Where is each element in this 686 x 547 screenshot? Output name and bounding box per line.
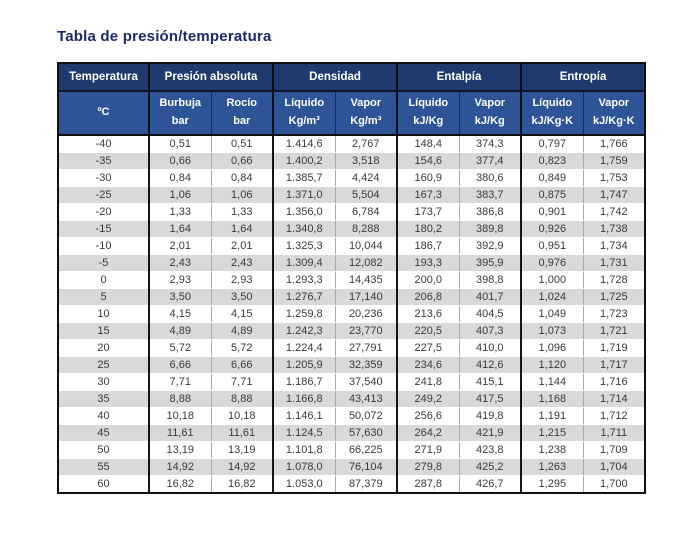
table-row <box>58 476 645 494</box>
table-cell: 35 <box>58 391 149 408</box>
column-group-header: Presión absoluta <box>149 63 273 91</box>
table-row <box>58 306 645 323</box>
table-cell: 20,236 <box>335 306 397 323</box>
column-header-label: Rocío <box>226 97 258 110</box>
table-cell: 1.224,4 <box>273 340 335 357</box>
table-cell: 1,747 <box>583 187 645 204</box>
table-cell: 14,435 <box>335 272 397 289</box>
table-cell: 0,797 <box>521 135 583 153</box>
table-cell: 0,66 <box>149 153 211 170</box>
table-cell: 1,64 <box>211 221 273 238</box>
table-cell: 23,770 <box>335 323 397 340</box>
table-cell: 50,072 <box>335 408 397 425</box>
table-cell: 25 <box>58 357 149 374</box>
table-cell: 0,84 <box>149 170 211 187</box>
table-cell: 1,000 <box>521 272 583 289</box>
table-cell: 1,024 <box>521 289 583 306</box>
table-cell: 1.414,6 <box>273 135 335 153</box>
table-cell: 200,0 <box>397 272 459 289</box>
table-cell: 40 <box>58 408 149 425</box>
table-cell: 1,723 <box>583 306 645 323</box>
table-cell: 1.101,8 <box>273 442 335 459</box>
column-header <box>521 91 583 135</box>
table-cell: -10 <box>58 238 149 255</box>
table-cell: 17,140 <box>335 289 397 306</box>
table-cell: 377,4 <box>459 153 521 170</box>
table-body <box>58 135 645 493</box>
table-cell: 389,8 <box>459 221 521 238</box>
table-cell: 8,288 <box>335 221 397 238</box>
table-cell: 6,66 <box>211 357 273 374</box>
table-cell: 8,88 <box>149 391 211 408</box>
column-group-header: Entalpía <box>397 63 521 91</box>
table-cell: 2,01 <box>149 238 211 255</box>
table-cell: 3,518 <box>335 153 397 170</box>
table-cell: 5 <box>58 289 149 306</box>
table-row <box>58 459 645 476</box>
column-group-header: Entropía <box>521 63 645 91</box>
table-cell: 14,92 <box>149 459 211 476</box>
table-cell: -30 <box>58 170 149 187</box>
table-cell: 2,93 <box>211 272 273 289</box>
table-row <box>58 272 645 289</box>
table-cell: 1.400,2 <box>273 153 335 170</box>
table-cell: 1,215 <box>521 425 583 442</box>
table-cell: 426,7 <box>459 476 521 494</box>
table-cell: 8,88 <box>211 391 273 408</box>
table-cell: 1,295 <box>521 476 583 494</box>
table-cell: -40 <box>58 135 149 153</box>
table-cell: 404,5 <box>459 306 521 323</box>
table-cell: 1.205,9 <box>273 357 335 374</box>
table-row <box>58 289 645 306</box>
table-row <box>58 340 645 357</box>
table-cell: 1,709 <box>583 442 645 459</box>
table-cell: 271,9 <box>397 442 459 459</box>
table-cell: 1.371,0 <box>273 187 335 204</box>
table-cell: 4,89 <box>149 323 211 340</box>
table-row <box>58 374 645 391</box>
table-cell: 1,766 <box>583 135 645 153</box>
table-cell: 1.186,7 <box>273 374 335 391</box>
table-row <box>58 425 645 442</box>
table-cell: 392,9 <box>459 238 521 255</box>
table-cell: 27,791 <box>335 340 397 357</box>
table-cell: 1,144 <box>521 374 583 391</box>
table-row <box>58 442 645 459</box>
table-cell: 287,8 <box>397 476 459 494</box>
column-group-header: Densidad <box>273 63 397 91</box>
table-cell: 1,238 <box>521 442 583 459</box>
column-header <box>397 91 459 135</box>
table-cell: 4,89 <box>211 323 273 340</box>
table-cell: 7,71 <box>149 374 211 391</box>
table-cell: 206,8 <box>397 289 459 306</box>
table-cell: 2,93 <box>149 272 211 289</box>
table-cell: 10,18 <box>211 408 273 425</box>
table-cell: 6,784 <box>335 204 397 221</box>
table-cell: 249,2 <box>397 391 459 408</box>
table-cell: 213,6 <box>397 306 459 323</box>
table-cell: 1,712 <box>583 408 645 425</box>
table-cell: 1.166,8 <box>273 391 335 408</box>
table-cell: 0,51 <box>149 135 211 153</box>
table-cell: 50 <box>58 442 149 459</box>
column-header <box>459 91 521 135</box>
table-cell: 148,4 <box>397 135 459 153</box>
table-cell: 380,6 <box>459 170 521 187</box>
table-cell: 2,01 <box>211 238 273 255</box>
table-cell: 264,2 <box>397 425 459 442</box>
column-header <box>58 91 149 135</box>
table-cell: 1.325,3 <box>273 238 335 255</box>
table-cell: 0,849 <box>521 170 583 187</box>
table-cell: 0,926 <box>521 221 583 238</box>
table-cell: 234,6 <box>397 357 459 374</box>
column-header-unit: Kg/m³ <box>350 115 382 127</box>
table-cell: 412,6 <box>459 357 521 374</box>
column-header <box>149 91 211 135</box>
table-cell: 57,630 <box>335 425 397 442</box>
table-row <box>58 238 645 255</box>
table-cell: 4,15 <box>211 306 273 323</box>
table-cell: 1,753 <box>583 170 645 187</box>
table-cell: 87,379 <box>335 476 397 494</box>
column-header-label: Vapor <box>474 97 506 110</box>
table-cell: 0,875 <box>521 187 583 204</box>
column-header <box>335 91 397 135</box>
table-cell: -5 <box>58 255 149 272</box>
table-cell: 0 <box>58 272 149 289</box>
table-cell: 419,8 <box>459 408 521 425</box>
table-cell: 423,8 <box>459 442 521 459</box>
table-cell: 1.340,8 <box>273 221 335 238</box>
column-header-label: Líquido <box>284 97 325 110</box>
table-cell: 1,714 <box>583 391 645 408</box>
table-cell: 1,738 <box>583 221 645 238</box>
table-cell: 11,61 <box>211 425 273 442</box>
table-cell: 383,7 <box>459 187 521 204</box>
column-group-header: Temperatura <box>58 63 149 91</box>
table-cell: 0,976 <box>521 255 583 272</box>
table-cell: -35 <box>58 153 149 170</box>
table-cell: 3,50 <box>149 289 211 306</box>
table-cell: 1.356,0 <box>273 204 335 221</box>
table-cell: 3,50 <box>211 289 273 306</box>
table-row <box>58 323 645 340</box>
table-cell: 1,716 <box>583 374 645 391</box>
table-cell: 1,33 <box>149 204 211 221</box>
table-cell: 395,9 <box>459 255 521 272</box>
table-cell: 425,2 <box>459 459 521 476</box>
table-row <box>58 255 645 272</box>
table-cell: 1.259,8 <box>273 306 335 323</box>
table-cell: 186,7 <box>397 238 459 255</box>
pressure-temperature-table <box>57 62 646 494</box>
table-cell: 5,72 <box>149 340 211 357</box>
table-cell: 407,3 <box>459 323 521 340</box>
table-cell: 2,43 <box>149 255 211 272</box>
table-cell: 386,8 <box>459 204 521 221</box>
table-row <box>58 357 645 374</box>
column-header-label: Líquido <box>532 97 573 110</box>
table-cell: 401,7 <box>459 289 521 306</box>
column-header-unit: kJ/Kg·K <box>593 115 635 127</box>
table-cell: 4,424 <box>335 170 397 187</box>
table-cell: 1,06 <box>211 187 273 204</box>
column-header <box>211 91 273 135</box>
table-cell: 1.293,3 <box>273 272 335 289</box>
table-row <box>58 135 645 153</box>
column-header-label: Vapor <box>598 97 630 110</box>
column-header-label: ºC <box>97 106 110 119</box>
table-cell: 1,64 <box>149 221 211 238</box>
column-header-unit: bar <box>171 115 189 127</box>
table-cell: 66,225 <box>335 442 397 459</box>
table-cell: 5,504 <box>335 187 397 204</box>
table-cell: 5,72 <box>211 340 273 357</box>
table-cell: -25 <box>58 187 149 204</box>
table-cell: 1,742 <box>583 204 645 221</box>
table-cell: 227,5 <box>397 340 459 357</box>
table-cell: 4,15 <box>149 306 211 323</box>
table-cell: 1,191 <box>521 408 583 425</box>
table-cell: 6,66 <box>149 357 211 374</box>
table-cell: 13,19 <box>149 442 211 459</box>
column-header-unit: kJ/Kg <box>474 115 505 127</box>
table-cell: 1,700 <box>583 476 645 494</box>
table-cell: 154,6 <box>397 153 459 170</box>
column-header <box>273 91 335 135</box>
table-cell: 1,731 <box>583 255 645 272</box>
table-cell: 10,044 <box>335 238 397 255</box>
table-cell: 43,413 <box>335 391 397 408</box>
table-cell: 30 <box>58 374 149 391</box>
column-header-unit: Kg/m³ <box>288 115 320 127</box>
table-row <box>58 170 645 187</box>
table-cell: 1,263 <box>521 459 583 476</box>
table-cell: 16,82 <box>149 476 211 494</box>
table-cell: 1.276,7 <box>273 289 335 306</box>
table-cell: 1,073 <box>521 323 583 340</box>
table-cell: 1,759 <box>583 153 645 170</box>
table-cell: 1.309,4 <box>273 255 335 272</box>
column-header-unit: bar <box>233 115 251 127</box>
column-header-label: Líquido <box>408 97 449 110</box>
sub-header-row <box>58 91 645 135</box>
table-cell: 1,120 <box>521 357 583 374</box>
table-cell: 167,3 <box>397 187 459 204</box>
column-header-unit: kJ/Kg·K <box>531 115 574 127</box>
table-cell: 1,717 <box>583 357 645 374</box>
table-cell: 1.242,3 <box>273 323 335 340</box>
table-cell: 417,5 <box>459 391 521 408</box>
table-cell: 14,92 <box>211 459 273 476</box>
table-row <box>58 187 645 204</box>
table-cell: 1,049 <box>521 306 583 323</box>
table-cell: 1,06 <box>149 187 211 204</box>
table-cell: 410,0 <box>459 340 521 357</box>
table-cell: 0,823 <box>521 153 583 170</box>
table-cell: 1,734 <box>583 238 645 255</box>
table-cell: 2,767 <box>335 135 397 153</box>
column-header-label: Vapor <box>350 97 382 110</box>
table-cell: 13,19 <box>211 442 273 459</box>
table-cell: 11,61 <box>149 425 211 442</box>
table-cell: 32,359 <box>335 357 397 374</box>
table-row <box>58 153 645 170</box>
table-header <box>58 63 645 135</box>
table-cell: 1.146,1 <box>273 408 335 425</box>
table-row <box>58 408 645 425</box>
table-cell: 1,725 <box>583 289 645 306</box>
table-cell: 160,9 <box>397 170 459 187</box>
table-cell: 2,43 <box>211 255 273 272</box>
table-cell: 173,7 <box>397 204 459 221</box>
table-cell: 16,82 <box>211 476 273 494</box>
column-header <box>583 91 645 135</box>
table-cell: 20 <box>58 340 149 357</box>
table-cell: 1,711 <box>583 425 645 442</box>
table-cell: 1,721 <box>583 323 645 340</box>
table-cell: 374,3 <box>459 135 521 153</box>
table-cell: 45 <box>58 425 149 442</box>
page-title: Tabla de presión/temperatura <box>57 28 272 45</box>
table-cell: 1,719 <box>583 340 645 357</box>
table-cell: 279,8 <box>397 459 459 476</box>
table-cell: 193,3 <box>397 255 459 272</box>
table-cell: 1.385,7 <box>273 170 335 187</box>
table-cell: 1,33 <box>211 204 273 221</box>
table-cell: 220,5 <box>397 323 459 340</box>
table-cell: 0,901 <box>521 204 583 221</box>
table-cell: 1,168 <box>521 391 583 408</box>
table-cell: 1.053,0 <box>273 476 335 494</box>
table-cell: 415,1 <box>459 374 521 391</box>
table-cell: 241,8 <box>397 374 459 391</box>
table-cell: 180,2 <box>397 221 459 238</box>
table-row <box>58 204 645 221</box>
table-row <box>58 391 645 408</box>
table-cell: 0,66 <box>211 153 273 170</box>
table-cell: 0,84 <box>211 170 273 187</box>
table-row <box>58 221 645 238</box>
table-cell: 256,6 <box>397 408 459 425</box>
table-cell: 60 <box>58 476 149 494</box>
table-cell: 1,704 <box>583 459 645 476</box>
table-cell: 37,540 <box>335 374 397 391</box>
table-cell: 76,104 <box>335 459 397 476</box>
table-cell: 1.078,0 <box>273 459 335 476</box>
table-cell: 10,18 <box>149 408 211 425</box>
group-header-row <box>58 63 645 91</box>
table-cell: 55 <box>58 459 149 476</box>
table-cell: 0,951 <box>521 238 583 255</box>
table-cell: -15 <box>58 221 149 238</box>
table-cell: 421,9 <box>459 425 521 442</box>
column-header-label: Burbuja <box>159 97 202 110</box>
table-cell: -20 <box>58 204 149 221</box>
table-cell: 10 <box>58 306 149 323</box>
table-cell: 1,728 <box>583 272 645 289</box>
column-header-unit: kJ/Kg <box>413 115 444 127</box>
table-cell: 7,71 <box>211 374 273 391</box>
table-cell: 15 <box>58 323 149 340</box>
table-cell: 0,51 <box>211 135 273 153</box>
table-cell: 1,096 <box>521 340 583 357</box>
table-cell: 398,8 <box>459 272 521 289</box>
table-cell: 1.124,5 <box>273 425 335 442</box>
table-cell: 12,082 <box>335 255 397 272</box>
